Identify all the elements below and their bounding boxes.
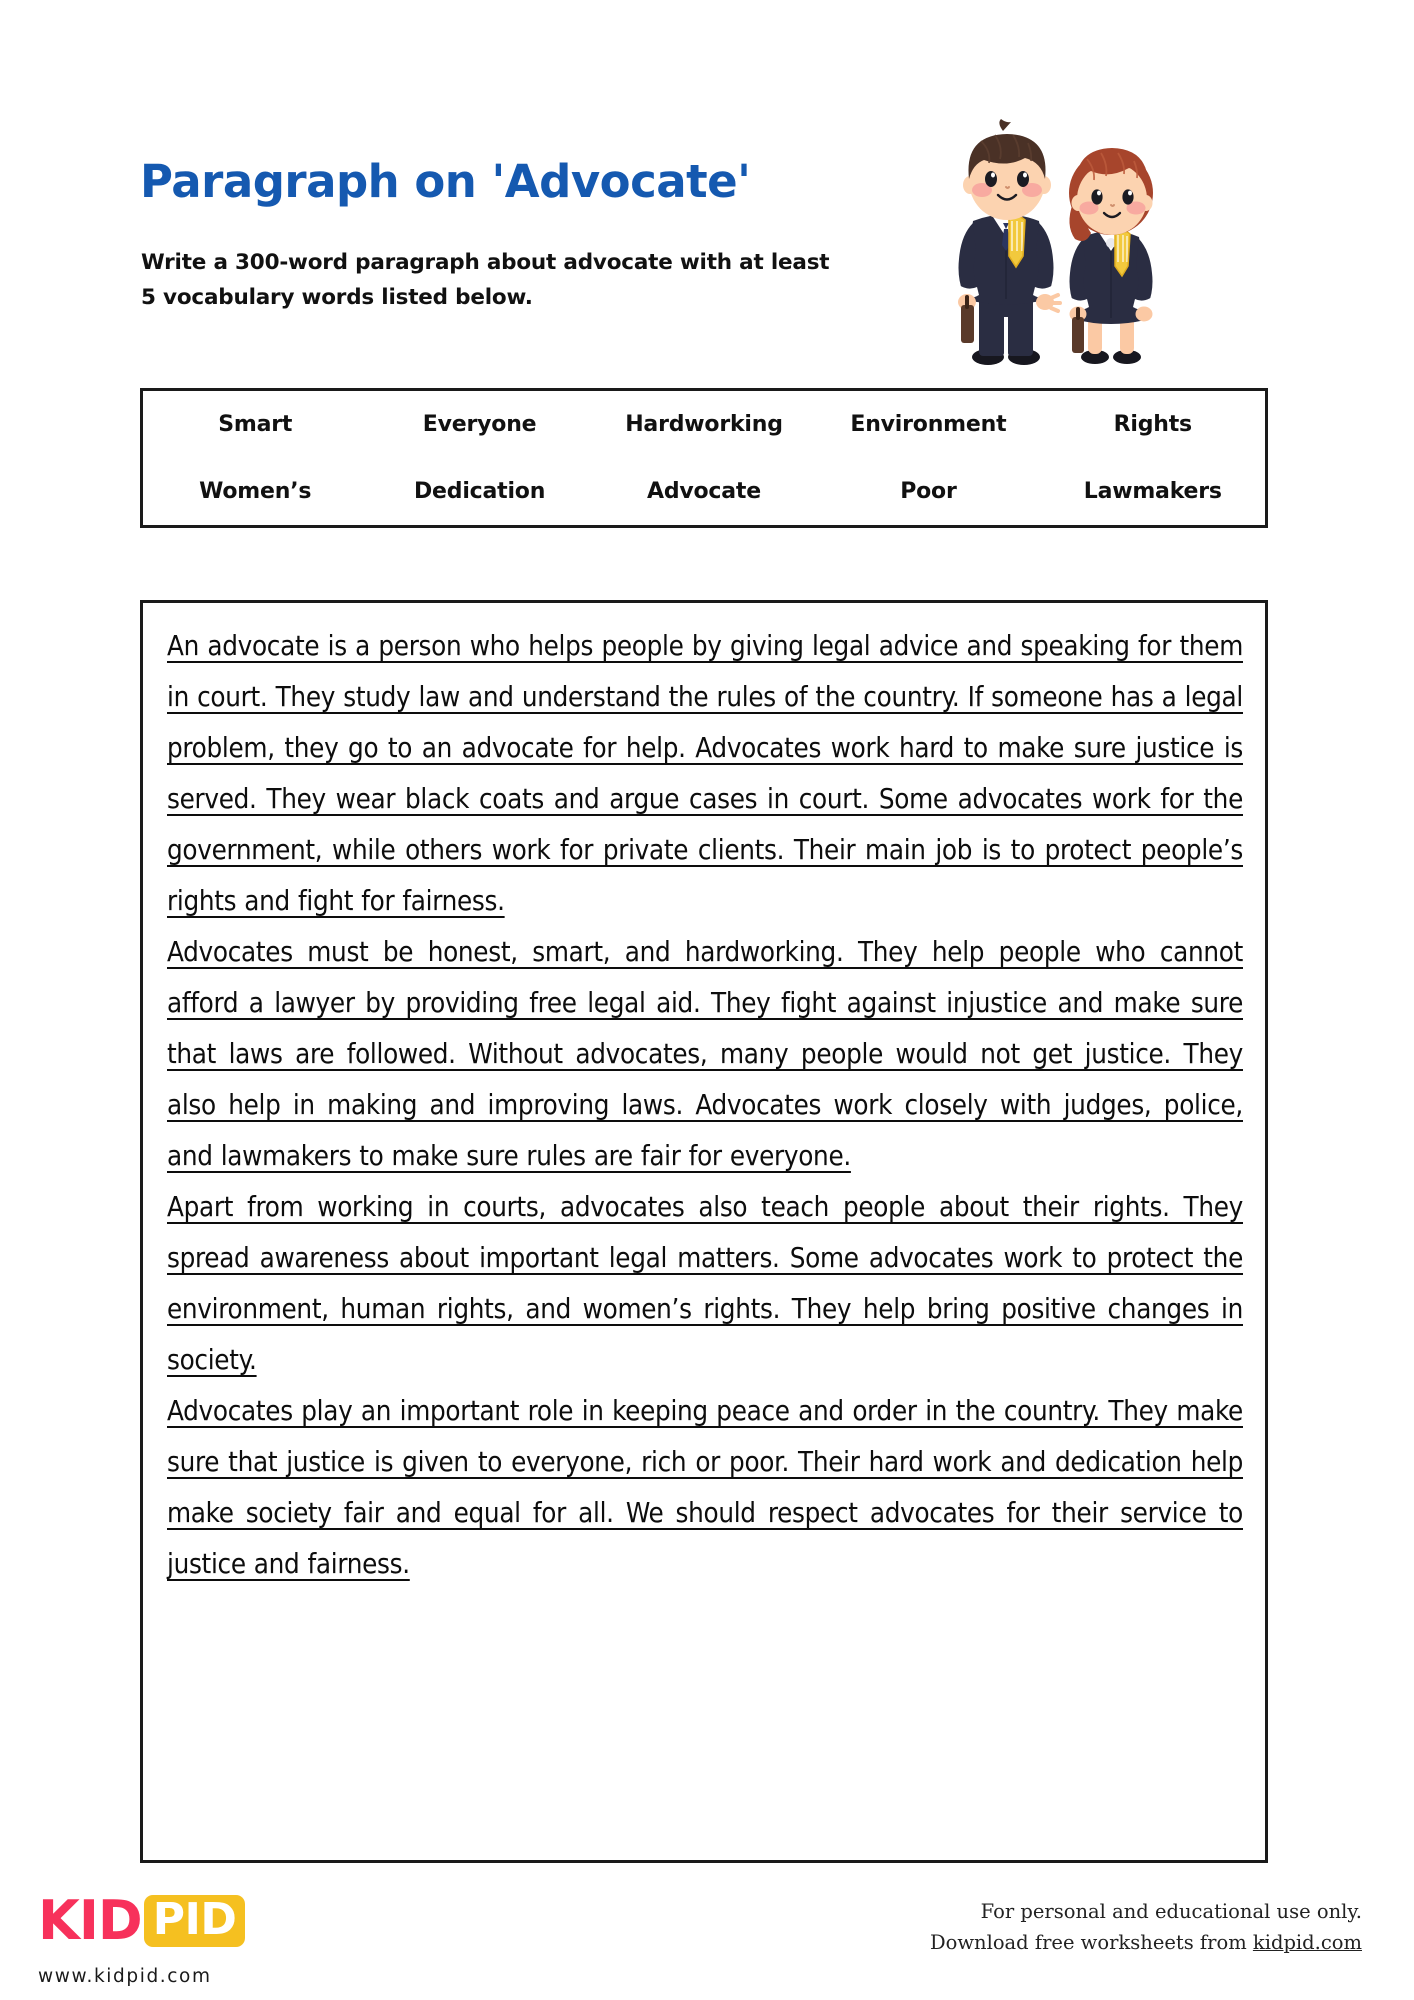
kidpid-logo[interactable] — [38, 1889, 245, 1952]
vocabulary-word: Smart — [218, 412, 293, 437]
vocabulary-word: Hardworking — [625, 412, 783, 437]
worksheet-instructions: Write a 300-word paragraph about advocate with at least 5 vocabulary words listed below. — [141, 250, 830, 310]
vocabulary-word: Advocate — [647, 479, 761, 504]
footer-note-line-1: For personal and educational use only. — [980, 1900, 1362, 1923]
logo-pid-text: PID — [152, 1894, 237, 1945]
footer-note-prefix: Download free worksheets from — [929, 1931, 1253, 1954]
answer-paragraph: Advocates must be honest, smart, and hardworking. They help people who cannot afford a lawyer by providing free legal aid. They fight against injustice and make sure that laws are followed. Without advocates, many people would not get justice. They also help in making and improving laws. Advocates work closely with judges, police, and lawmakers to make sure rules are fair for everyone. — [167, 936, 1243, 1172]
page-title: Paragraph on 'Advocate' — [140, 155, 751, 208]
vocabulary-word: Lawmakers — [1083, 479, 1222, 504]
logo-pid-badge — [144, 1895, 246, 1947]
vocabulary-word: Women’s — [199, 479, 312, 504]
answer-paragraph: Apart from working in courts, advocates also teach people about their rights. They spread awareness about important legal matters. Some advocates work to protect the environment, human rights, and women’s rights. They help bring positive changes in society. — [167, 1191, 1243, 1376]
logo-website-url: www.kidpid.com — [38, 1966, 212, 1987]
vocabulary-word-box — [140, 388, 1268, 528]
worksheet-footer — [0, 1880, 1414, 2000]
vocabulary-word: Everyone — [422, 412, 537, 437]
two-cartoon-lawyers-illustration — [925, 95, 1195, 370]
girl-lawyer-figure — [1069, 148, 1153, 364]
boy-lawyer-figure — [958, 119, 1060, 365]
answer-paragraph-box[interactable] — [140, 600, 1268, 1863]
footer-download-link[interactable]: kidpid.com — [1252, 1931, 1362, 1954]
answer-paragraph: Advocates play an important role in keeping peace and order in the country. They make sure that justice is given to everyone, rich or poor. Their hard work and dedication help make society fair and equal for all. We should respect advocates for their service to justice and fairness. — [167, 1395, 1243, 1580]
vocabulary-word: Dedication — [413, 479, 546, 504]
vocabulary-grid — [143, 391, 1265, 525]
answer-paragraph: An advocate is a person who helps people by giving legal advice and speaking for them in court. They study law and understand the rules of the country. If someone has a legal problem, they go to an advocate for help. Advocates work hard to make sure justice is served. They wear black coats and argue cases in court. Some advocates work for the government, while others work for private clients. Their main job is to protect people’s rights and fight for fairness. — [167, 630, 1243, 917]
worksheet-header — [0, 0, 1414, 380]
vocabulary-word: Rights — [1113, 412, 1192, 437]
logo-kid-text: KID — [38, 1889, 142, 1952]
footer-usage-notes — [930, 1896, 1362, 1958]
footer-note-line-2 — [930, 1927, 1362, 1958]
vocabulary-word: Poor — [900, 479, 957, 504]
vocabulary-word: Environment — [850, 412, 1007, 437]
